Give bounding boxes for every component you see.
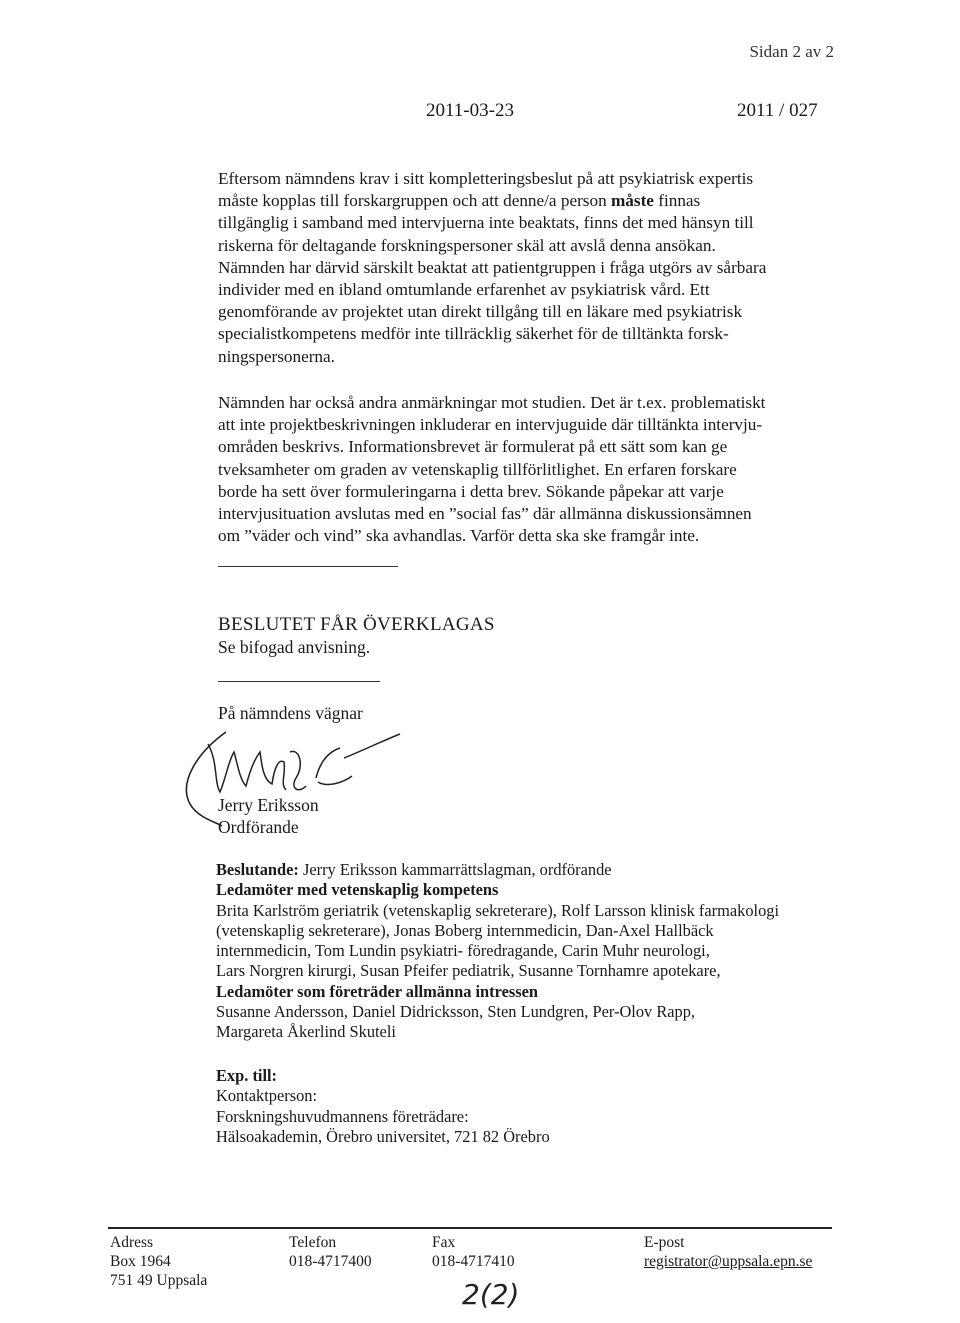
- text-line: genomförande av projektet utan direkt tillgång till en läkare med psykiatrisk: [218, 302, 743, 322]
- appeal-heading: BESLUTET FÅR ÖVERKLAGAS: [218, 614, 495, 635]
- on-behalf-text: På nämndens vägnar: [218, 703, 363, 723]
- member-line: (vetenskaplig sekreterare), Jonas Boberg internmedicin, Dan-Axel Hallbäck: [216, 920, 714, 940]
- member-line: Lars Norgren kirurgi, Susan Pfeifer pediatrik, Susanne Tornhamre apotekare,: [216, 961, 721, 981]
- footer-divider: [108, 1227, 832, 1229]
- text-line: individer med en ibland omtumlande erfarenhet av psykiatrisk vård. Ett: [218, 280, 710, 300]
- text-line: intervjusituation avslutas med en ”social fas” där allmänna diskussionsämnen: [218, 504, 752, 524]
- text-line: måste kopplas till forskargruppen och att denne/a person måste finnas: [218, 191, 701, 211]
- document-reference: 2011 / 027: [737, 100, 818, 121]
- member-line: Brita Karlström geriatrik (vetenskaplig sekreterare), Rolf Larsson klinisk farmakologi: [216, 900, 780, 920]
- footer-address: Adress Box 1964 751 49 Uppsala: [110, 1234, 208, 1289]
- section-divider: [218, 566, 398, 567]
- text-line: ningspersonerna.: [218, 346, 335, 366]
- member-line: internmedicin, Tom Lundin psykiatri- föredragande, Carin Muhr neurologi,: [216, 941, 710, 961]
- text-line: Nämnden har också andra anmärkningar mot studien. Det är t.ex. problematiskt: [218, 393, 766, 412]
- signer-name: Jerry Eriksson: [218, 795, 319, 815]
- text-line: Nämnden har därvid särskilt beaktat att patientgruppen i fråga utgörs av sårbara: [218, 257, 767, 277]
- text-line: borde ha sett över formuleringarna i detta brev. Sökande påpekar att varje: [218, 481, 724, 501]
- representative: Forskningshuvudmannens företrädare:: [216, 1106, 469, 1126]
- handwritten-page-note: 2(2): [462, 1278, 520, 1311]
- contact-person: Kontaktperson:: [216, 1086, 318, 1106]
- page-number: Sidan 2 av 2: [749, 42, 834, 61]
- signer-block: [218, 794, 319, 838]
- text-line: riskerna för deltagande forskningspersoner skäl att avslå denna ansökan.: [218, 235, 716, 255]
- text-line: Eftersom nämndens krav i sitt kompletteringsbeslut på att psykiatrisk expertis: [218, 169, 754, 188]
- text-line: områden beskrivs. Informationsbrevet är formulerat på ett sätt som kan ge: [218, 437, 728, 457]
- paragraph-rejection: [218, 168, 822, 368]
- footer-label: Fax: [432, 1234, 456, 1251]
- footer-phone: Telefon 018-4717400: [289, 1234, 372, 1270]
- distribution-label: Exp. till:: [216, 1066, 278, 1085]
- member-line: Margareta Åkerlind Skuteli: [216, 1022, 396, 1042]
- text-line: tillgänglig i samband med intervjuerna inte beaktats, finns det med hänsyn till: [218, 213, 754, 233]
- committee-members: [216, 860, 836, 1043]
- text-line: tveksamheter om graden av vetenskaplig tillförlitlighet. En erfaren forskare: [218, 459, 737, 479]
- distribution-block: [216, 1066, 550, 1147]
- decided-by: Beslutande: Jerry Eriksson kammarrättslagman, ordförande: [216, 860, 612, 879]
- paragraph-remarks: [218, 392, 822, 547]
- representative-address: Hälsoakademin, Örebro universitet, 721 82 Örebro: [216, 1126, 550, 1146]
- appeal-subtext: Se bifogad anvisning.: [218, 637, 371, 657]
- email-link[interactable]: registrator@uppsala.epn.se: [644, 1253, 813, 1270]
- text-line: specialistkompetens medför inte tillräcklig säkerhet för de tilltänkta forsk-: [218, 324, 729, 344]
- document-date: 2011-03-23: [426, 100, 514, 121]
- member-line: Susanne Andersson, Daniel Didricksson, Sten Lundgren, Per-Olov Rapp,: [216, 1002, 696, 1022]
- footer-fax: Fax 018-4717410: [432, 1234, 515, 1270]
- appeal-notice: [218, 614, 495, 658]
- text-line: om ”väder och vind” ska avhandlas. Varför detta ska ske framgår inte.: [218, 526, 700, 546]
- footer-label: E-post: [644, 1234, 685, 1251]
- footer-email: [644, 1233, 812, 1271]
- footer-label: Telefon: [289, 1234, 337, 1251]
- text-line: att inte projektbeskrivningen inkluderar en intervjuguide där tilltänkta intervju-: [218, 415, 763, 435]
- footer-label: Adress: [110, 1234, 154, 1251]
- public-heading: Ledamöter som företräder allmänna intressen: [216, 981, 539, 1001]
- scientific-heading: Ledamöter med vetenskaplig kompetens: [216, 880, 499, 900]
- section-divider: [218, 681, 380, 682]
- signer-role: Ordförande: [218, 817, 299, 837]
